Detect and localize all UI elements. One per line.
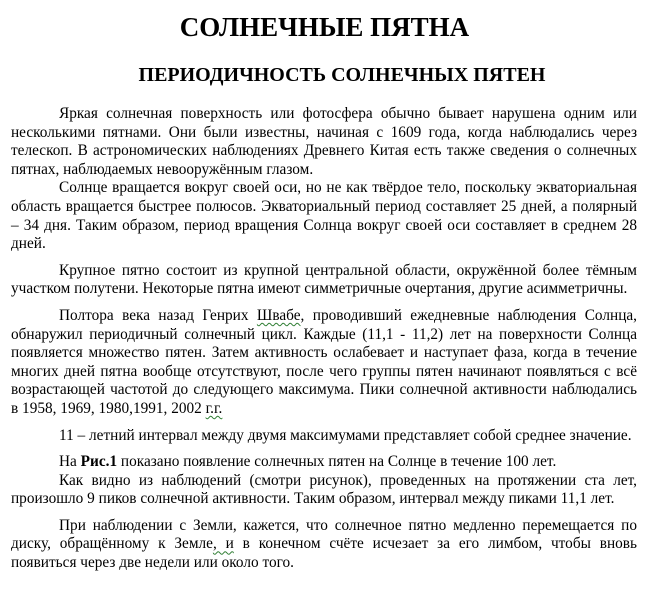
schwabe-name: Швабе (256, 306, 301, 324)
earth-view-marked-text: , и (212, 535, 234, 553)
paragraph-figure-ref (11, 453, 637, 472)
paragraph-photosphere: Яркая солнечная поверхность или фотосфера обычно бывает нарушена одним или несколькими пятнами. Они были известны, начиная с 1609 года, когда наблюдались через телескоп. В астрономических наблюдениях Древнего Китая есть также сведения о солнечных пятнах, наблюдаемых невооружённым глазом. (11, 105, 637, 178)
document-subtitle: ПЕРИОДИЧНОСТЬ СОЛНЕЧНЫХ ПЯТЕН (138, 64, 546, 86)
paragraph-schwabe-text-b: , проводивший ежедневные наблюдения Солнца, обнаружил периодичный солнечный цикл. Каждые (11,1 - 11,2) лет на поверхности Солнца появляется множество пятен. Затем активность ослабевает и наступает фаза, когда в течение многих дней пятна вообще отсутствуют, после чего группы пятен начинают появляться с всё возрастающей частотой до следующего максимума. Пики солнечной активности наблюдались в 1958, 1969, 1980,1991, 2002 (11, 306, 637, 417)
earth-view-text-b: в конечном счёте исчезает за его лимбом, чтобы вновь появиться через две недели или около того. (11, 535, 637, 572)
figure-ref-text-b: показано появление солнечных пятен на Солнце в течение 100 лет. (117, 453, 557, 471)
figure-ref-text-a: На (59, 453, 81, 471)
paragraph-spot-structure: Крупное пятно состоит из крупной центральной области, окружённой более тёмным участком полутени. Некоторые пятна имеют симметричные очертания, другие асимметричны. (11, 261, 637, 298)
paragraph-schwabe-cycle (11, 307, 637, 419)
years-abbreviation: г.г. (205, 399, 223, 417)
document-body (11, 105, 637, 573)
paragraph-earth-view (11, 517, 637, 573)
document-title: СОЛНЕЧНЫЕ ПЯТНА (179, 12, 470, 42)
paragraph-rotation: Солнце вращается вокруг своей оси, но не как твёрдое тело, поскольку экваториальная область вращается быстрее полюсов. Экваториальный период составляет 25 дней, а полярный – 34 дня. Таким образом, период вращения Солнца вокруг своей оси составляет в среднем 28 дней. (11, 179, 637, 253)
paragraph-schwabe-text-a: Полтора века назад Генрих (59, 306, 257, 324)
earth-view-text-a: При наблюдении с Земли, кажется, что солнечное пятно медленно перемещается по диску, обращённому к Земле (11, 516, 637, 553)
figure-ref-label: Рис.1 (80, 453, 118, 471)
paragraph-interval: 11 – летний интервал между двумя максимумами представляет собой среднее значение. (59, 426, 632, 444)
paragraph-observations: Как видно из наблюдений (смотри рисунок), проведенных на протяжении ста лет, произошло 9 пиков солнечной активности. Таким образом, интервал между пиками 11,1 лет. (11, 471, 637, 508)
